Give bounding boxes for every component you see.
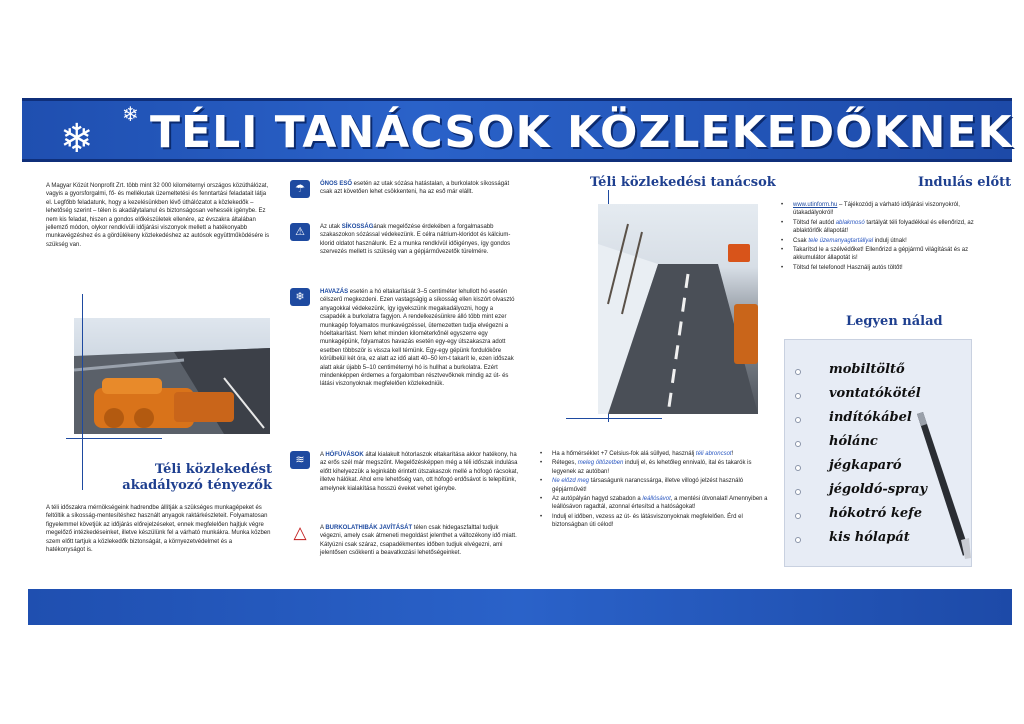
obstacles-heading-line2: akadályozó tényezők — [122, 478, 272, 493]
before-item: • Takarítsd le a szélvédőket! Ellenőrizd a gépjármű világítását és az akkumulátor állapotát is! — [779, 246, 1001, 263]
entry-keyword: HAVAZÁS — [320, 289, 349, 295]
entry-pre: Az utak — [320, 224, 342, 230]
before-item: • Csak tele üzemanyagtartállyal indulj útnak! — [779, 237, 1001, 245]
decor-hline-left — [66, 438, 162, 439]
entry-text: ának megelőzése érdekében a forgalmasabb szakaszokon sózással védekezünk. E célra nátrium-kloridot és kálcium-klorid oldatot használunk. Ez a munka rendkívül időigényes, így gondos szervezés mellett is szükség van a gépjárművezetők türelmére. — [320, 224, 511, 256]
tips-item: • Ha a hőmérséklet +7 Celsius-fok alá süllyed, használj téli abroncsot! — [538, 450, 768, 458]
obstacles-heading — [100, 462, 272, 494]
ring-icon — [795, 393, 801, 399]
entry-text: esetén az utak sózása hatástalan, a burkolatok síkosságát csak azt követően lehet csökkenteni, ha az eső már elállt. — [320, 181, 510, 196]
ring-icon — [795, 537, 801, 543]
warning-triangle-icon: △ — [293, 523, 307, 542]
snowdrift-icon: ≋ — [290, 451, 310, 469]
checklist-item: hólánc — [795, 434, 935, 456]
tips-list — [538, 450, 768, 531]
road-snow-photo — [598, 204, 758, 414]
checklist-item: indítókábel — [795, 410, 935, 432]
entry-snowfall — [290, 288, 520, 389]
before-item: • Töltsd fel autód ablakmosó tartályát téli folyadékkal és ellenőrizd, az ablaktörlők állapotát! — [779, 219, 1001, 236]
snowplow-photo-illustration — [74, 318, 270, 434]
ring-icon — [795, 513, 801, 519]
pen-icon — [913, 410, 973, 560]
checklist-item: jégoldó-spray — [795, 482, 935, 504]
entry-slippery — [290, 223, 520, 257]
snowflake-icon: ❄ — [60, 117, 94, 161]
tips-item: • Indulj el időben, vezess az út- és látásviszonyoknak megfelelően. Érd el biztonságban úti célod! — [538, 513, 768, 530]
slippery-road-icon: ⚠ — [290, 223, 310, 241]
intro-text: A Magyar Közút Nonprofit Zrt. több mint 32 000 kilométernyi országos közúthálózat, vagyis a gyorsforgalmi, fő- és mellékutak üzemeltetési és fenntartási feladatait látja el. Legfőbb feladatunk, hogy a kezelésünkben lévő úthálózatot a közlekedők – lehetőség szerint – télen is akadálytalanul és biztonságosan vehessék igénybe. Ez nem kis feladat, hiszen a gondos előkészületek ellenére, az évszakra általában jellemző módon, olykor rendkívüli időjárási viszonyok mellett a hatékonyabb munkavégzéshez és a gördülékeny közlekedéshez az autósok együttműködésére is szükség van. — [46, 183, 270, 248]
tips-heading: Téli közlekedési tanácsok — [590, 175, 776, 190]
entry-keyword: HÓFÚVÁSOK — [325, 452, 364, 458]
header-banner — [22, 98, 1012, 162]
tips-item: • Az autópályán hagyd szabadon a leállósávot, a mentési útvonalat! Amennyiben a leállósávon ragadtál, azonnal értesítsd a hatóságokat! — [538, 495, 768, 512]
obstacles-heading-line1: Téli közlekedést — [154, 462, 272, 477]
ring-icon — [795, 441, 801, 447]
checklist-notepad — [784, 339, 972, 567]
before-heading: Indulás előtt — [918, 175, 1012, 190]
checklist-item: hókotró kefe — [795, 506, 935, 528]
checklist-item: vontatókötél — [795, 386, 935, 408]
have-heading: Legyen nálad — [846, 314, 943, 329]
entry-text: által kialakult hótorlaszok eltakarítása akkor hatékony, ha az erős szél már megszűnt. Megelőzésképpen még a téli időszak indulása előtt kihelyezzük a leginkább érintett útszakaszok mellé a hófogó rácsokat, illetve hálókat. Ahol erre lehetőség van, ott hófogó erdősávot is telepítünk, amelynek kialakítása hosszú éveket vehet igénybe. — [320, 452, 519, 492]
before-item: • www.utinform.hu – Tájékozódj a várható időjárási viszonyokról, útakadályokról! — [779, 201, 1001, 218]
before-list — [779, 201, 1001, 273]
decor-line-left — [82, 294, 83, 490]
tips-item: • Ne előzd meg társaságunk narancssárga, illetve villogó jelzést használó gépjárművét! — [538, 477, 768, 494]
page-title: TÉLI TANÁCSOK KÖZLEKEDŐKNEK — [150, 107, 1013, 158]
checklist-item: mobiltöltő — [795, 362, 935, 384]
footer-bar — [28, 589, 1012, 625]
entry-freezing-rain — [290, 180, 520, 197]
snowfall-icon: ❄ — [290, 288, 310, 306]
before-item: • Töltsd fel telefonod! Használj autós töltőt! — [779, 264, 1001, 272]
ring-icon — [795, 489, 801, 495]
freezing-rain-icon: ☂ — [290, 180, 310, 198]
ring-icon — [795, 417, 801, 423]
entry-snowdrift — [290, 451, 520, 493]
decor-hline-mid — [566, 418, 662, 419]
utinform-link[interactable]: www.utinform.hu — [793, 202, 838, 208]
snowflake-small-icon: ❄ — [122, 104, 139, 126]
entry-pre: A — [320, 452, 326, 458]
tips-item: • Réteges, meleg öltözetben indulj el, és lehetőleg ennivaló, ital és takarók is legyenek az autóban! — [538, 459, 768, 476]
ring-icon — [795, 369, 801, 375]
entry-keyword: BURKOLATHIBÁK JAVÍTÁSÁT — [325, 525, 413, 531]
snowplow-photo — [74, 318, 270, 434]
obstacles-text: A téli időszakra mérnökségeink hadrendbe állítják a szükséges munkagépeket és feltöltik a síkosság-mentesítéshez használt anyagok raktárkészleteit. Folyamatosan figyelemmel követjük az időjárás előrejelzéseket, ennek megfelelően hajtjuk végre megelőző intézkedéseinket, illetve készülünk fel a várható munkákra. Munka közben szem előtt tartjuk a közlekedők biztonságát, a környezetvédelmet és a hatékonyságot is. — [46, 505, 271, 554]
entry-keyword: SÍKOSSÁG — [341, 224, 374, 230]
entry-pre: A — [320, 525, 326, 531]
entry-road-repair — [290, 524, 520, 558]
entry-keyword: ÓNOS ESŐ — [320, 181, 353, 187]
checklist-item: jégkaparó — [795, 458, 935, 480]
ring-icon — [795, 465, 801, 471]
entry-text: télen csak hidegaszfalttal tudjuk végezni, amely csak átmeneti megoldást jelenthet a változékony idő miatt. Kátyúzni csak száraz, csapadékmentes időben tudjuk elvégezni, ami jelentősen csökkenti a beavatkozási lehetőségeinket. — [320, 525, 517, 557]
road-snow-photo-illustration — [598, 204, 758, 414]
entry-text: esetén a hó eltakarítását 3–5 centiméter lehullott hó esetén célszerű megkezdeni. Ezen vastagságig a síkosság ellen kiszórt olvasztó anyagokkal védekezünk, így igyekszünk megakadályozni, hogy a csapadék a burkolatra fagyjon. A rendelkezésünkre álló több mint ezer munkagép folyamatos munkavégzéssel, ütemezetten tudja elvégezni a hóeltakarítást. Nem lehet minden kilométerkőnél egyszerre egy munkagépünk, folyamatos havazás esetén egy-egy útszakaszra adott esetben többször is vissza kell térnünk. Egy-egy gépünk fordulóköre körülbelül két óra, ez alatt az idő alatt 40–50 km-t takarít le, ezen időszak alatt akár újabb 5–10 centiméternyi hó is hullhat a burkolatra. Ezért mindenképpen érdemes a forgalomban résztvevőknek mindig az út- és látási viszonyoknak megfelelően közlekedniük. — [320, 289, 515, 388]
checklist-item: kis hólapát — [795, 530, 935, 552]
